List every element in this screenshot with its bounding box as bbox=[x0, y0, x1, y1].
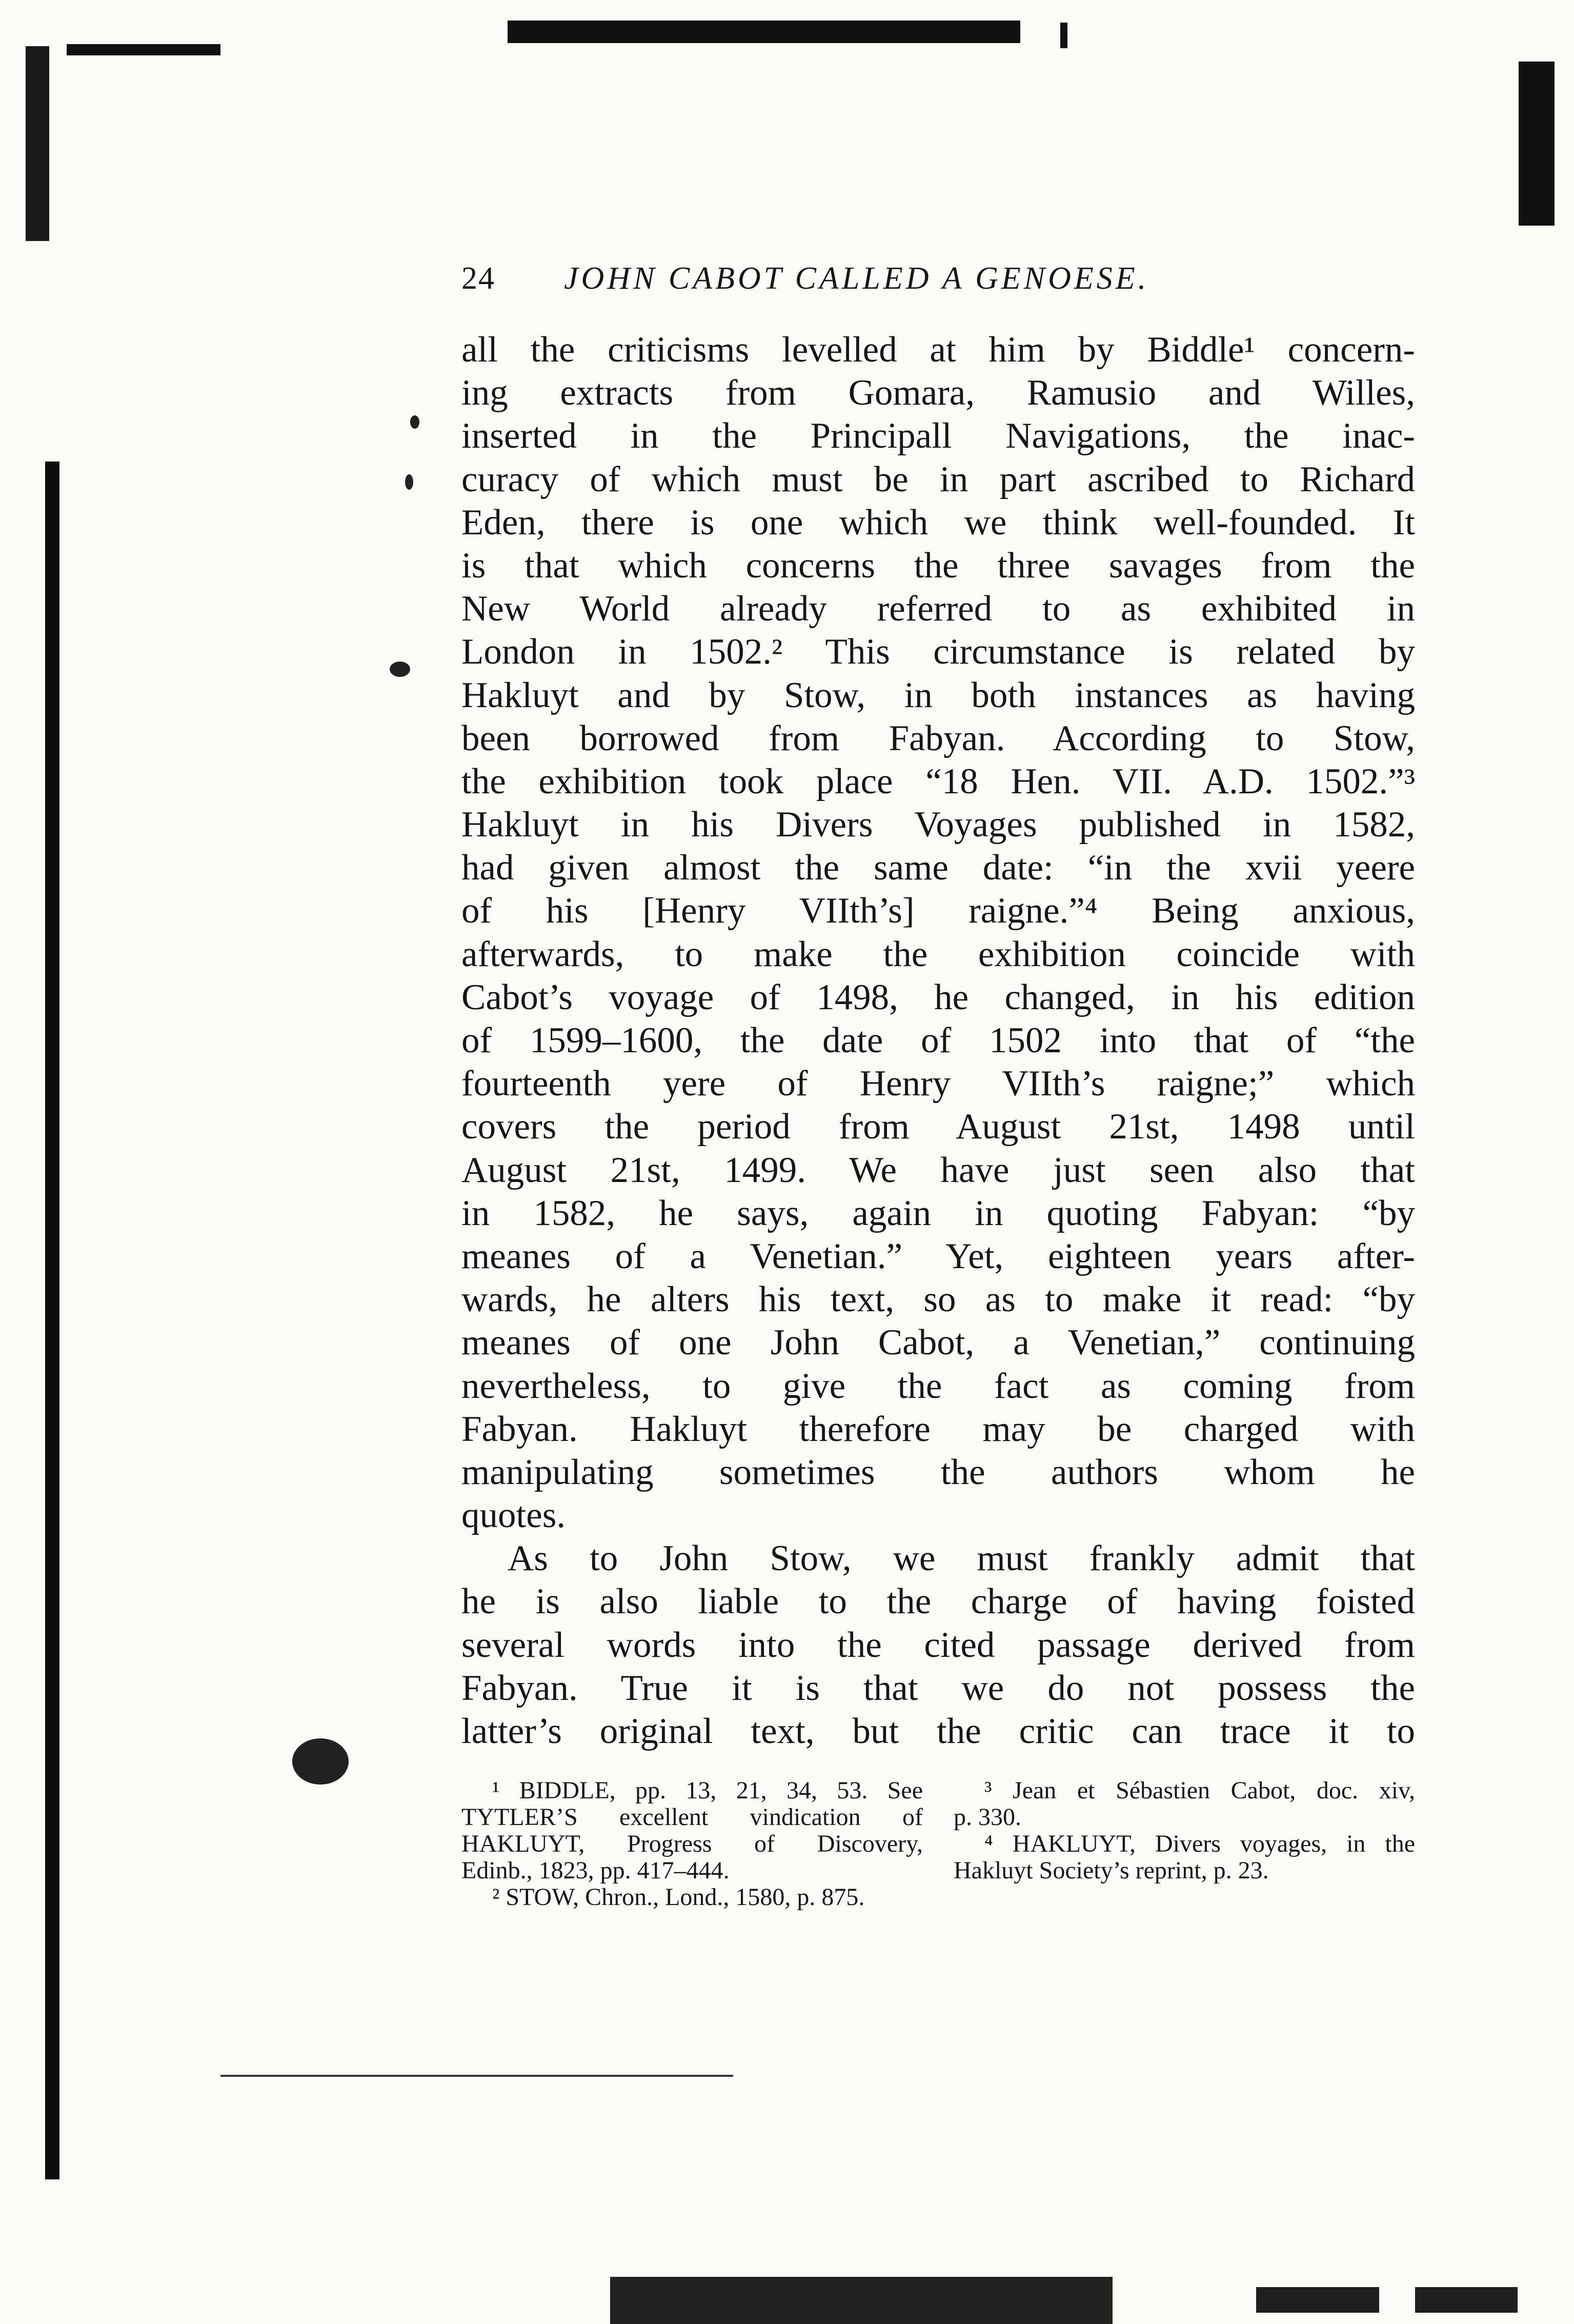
text-line: Eden, there is one which we think well-founded. It bbox=[461, 502, 1415, 543]
text-line: meanes of one John Cabot, a Venetian,” continuing bbox=[461, 1323, 1415, 1363]
text-line: the exhibition took place “18 Hen. VII. A.D. 1502.”³ bbox=[461, 761, 1415, 802]
scan-artifact-bottom-bar-2 bbox=[1256, 2287, 1379, 2313]
text-line: been borrowed from Fabyan. According to Stow, bbox=[461, 718, 1415, 758]
text-line: of his [Henry VIIth’s] raigne.”⁴ Being anxious, bbox=[461, 891, 1415, 931]
text-line: of 1599–1600, the date of 1502 into that of “the bbox=[461, 1020, 1415, 1060]
scan-artifact-bottom-bar bbox=[610, 2277, 1113, 2324]
text-line: London in 1502.² This circumstance is related by bbox=[461, 632, 1415, 672]
text-line: inserted in the Principall Navigations, the inac- bbox=[461, 416, 1415, 456]
text-line: is that which concerns the three savages from the bbox=[461, 545, 1415, 586]
footnote-line: p. 330. bbox=[954, 1804, 1021, 1831]
text-line: several words into the cited passage derived from bbox=[461, 1625, 1415, 1665]
text-line: Hakluyt in his Divers Voyages published in 1582, bbox=[461, 805, 1415, 845]
footnote-line: ² STOW, Chron., Lond., 1580, p. 875. bbox=[492, 1884, 865, 1911]
scan-artifact-bottom-bar-3 bbox=[1415, 2287, 1518, 2313]
footnote-line: Hakluyt Society’s reprint, p. 23. bbox=[954, 1857, 1269, 1884]
text-line: he is also liable to the charge of having foisted bbox=[461, 1581, 1415, 1622]
ink-blot bbox=[292, 1738, 349, 1785]
text-line: New World already referred to as exhibited in bbox=[461, 589, 1415, 629]
footnote-line: TYTLER’S excellent vindication of bbox=[461, 1804, 923, 1831]
text-line: manipulating sometimes the authors whom he bbox=[461, 1452, 1415, 1492]
text-line: covers the period from August 21st, 1498 until bbox=[461, 1107, 1415, 1147]
scan-artifact-top-tick bbox=[1060, 23, 1067, 48]
footnote-line: ¹ BIDDLE, pp. 13, 21, 34, 53. See bbox=[492, 1777, 923, 1804]
scan-artifact-left-edge bbox=[45, 462, 59, 2179]
ink-speck bbox=[405, 474, 413, 490]
text-line: had given almost the same date: “in the xvii yeere bbox=[461, 848, 1415, 888]
footnotes bbox=[461, 1777, 1415, 1911]
footnote-line: ⁴ HAKLUYT, Divers voyages, in the bbox=[984, 1830, 1415, 1857]
page-number: 24 bbox=[461, 261, 495, 296]
footnote-line: HAKLUYT, Progress of Discovery, bbox=[461, 1830, 923, 1857]
footnote-line: Edinb., 1823, pp. 417–444. bbox=[461, 1857, 730, 1884]
scan-artifact-corner bbox=[67, 44, 220, 55]
text-line: nevertheless, to give the fact as coming from bbox=[461, 1366, 1415, 1406]
running-head bbox=[461, 261, 1415, 302]
running-title: JOHN CABOT CALLED A GENOESE. bbox=[564, 261, 1149, 296]
text-line: Hakluyt and by Stow, in both instances as having bbox=[461, 675, 1415, 715]
text-line: in 1582, he says, again in quoting Fabyan: “by bbox=[461, 1193, 1415, 1233]
footnote-line: ³ Jean et Sébastien Cabot, doc. xiv, bbox=[984, 1777, 1415, 1804]
text-line: ing extracts from Gomara, Ramusio and Willes, bbox=[461, 373, 1415, 413]
text-line: quotes. bbox=[461, 1495, 566, 1536]
text-line: wards, he alters his text, so as to make it read: “by bbox=[461, 1279, 1415, 1320]
text-line: Fabyan. Hakluyt therefore may be charged with bbox=[461, 1409, 1415, 1449]
footnotes-left-column bbox=[461, 1777, 923, 1911]
text-line: curacy of which must be in part ascribed to Richard bbox=[461, 459, 1415, 499]
scan-artifact-left-hook bbox=[26, 46, 49, 241]
text-line: fourteenth yere of Henry VIIth’s raigne;” which bbox=[461, 1064, 1415, 1104]
text-line: latter’s original text, but the critic can trace it to bbox=[461, 1711, 1415, 1751]
body-text bbox=[461, 328, 1415, 1753]
text-line: As to John Stow, we must frankly admit that bbox=[508, 1538, 1415, 1579]
ink-speck bbox=[410, 415, 419, 429]
text-line: afterwards, to make the exhibition coincide with bbox=[461, 934, 1415, 974]
text-line: Fabyan. True it is that we do not possess the bbox=[461, 1668, 1415, 1708]
ink-speck bbox=[390, 662, 410, 677]
text-line: Cabot’s voyage of 1498, he changed, in his edition bbox=[461, 977, 1415, 1017]
scan-artifact-right-edge bbox=[1519, 62, 1555, 226]
footnotes-right-column bbox=[954, 1777, 1415, 1911]
text-line: meanes of a Venetian.” Yet, eighteen years after- bbox=[461, 1236, 1415, 1276]
scan-artifact-top-bar bbox=[508, 21, 1020, 43]
text-line: all the criticisms levelled at him by Biddle¹ concern- bbox=[461, 330, 1415, 370]
text-line: August 21st, 1499. We have just seen also that bbox=[461, 1150, 1415, 1190]
page-rule bbox=[220, 2075, 733, 2077]
